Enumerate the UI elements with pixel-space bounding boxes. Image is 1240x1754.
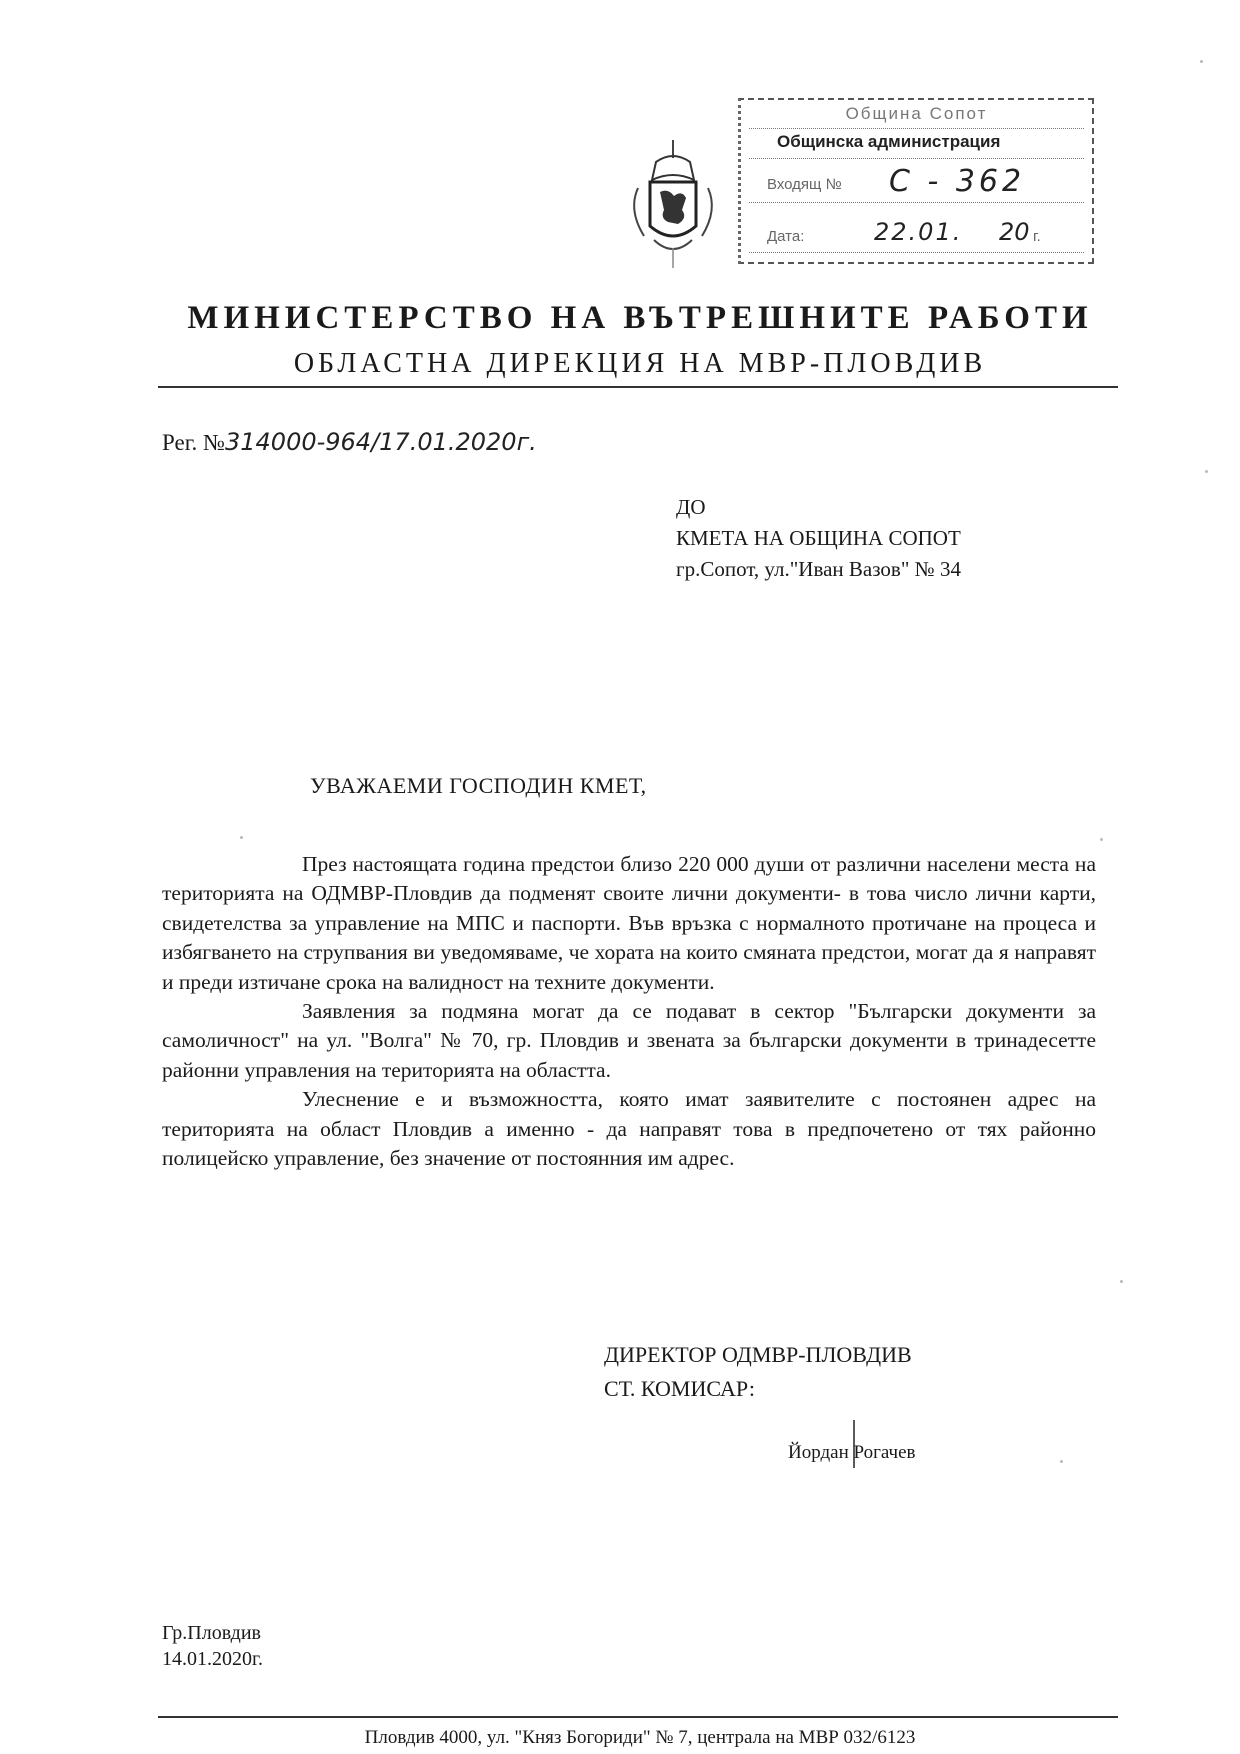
scan-speck	[240, 836, 243, 839]
addressee-name: КМЕТА НА ОБЩИНА СОПОТ	[676, 526, 961, 550]
addressee-block	[676, 492, 961, 585]
scan-speck	[1205, 470, 1208, 473]
footer-divider	[158, 1716, 1118, 1718]
stamp-incoming-number: С - 362	[889, 164, 1026, 199]
stamp-date-row	[749, 208, 1084, 253]
header-divider	[158, 386, 1118, 388]
scan-speck	[1120, 1280, 1123, 1283]
body-paragraph-3: Улеснение е и възможността, която имат заявителите с постоянен адрес на територията на област Пловдив а именно - да направят това в предпочетено от тях районно полицейско управление, без значение от постоянния им адрес.	[162, 1087, 1096, 1171]
scan-speck	[1200, 60, 1203, 63]
addressee-address: гр.Сопот, ул."Иван Вазов" № 34	[676, 557, 961, 581]
reg-label: Рег. №	[162, 430, 225, 455]
stamp-municipality: Община Сопот	[749, 104, 1084, 129]
registration-number	[162, 428, 537, 456]
stamp-year-suffix: г.	[1033, 228, 1041, 245]
scan-speck	[1100, 838, 1103, 841]
footer-address: Пловдив 4000, ул. "Княз Богориди" № 7, централа на МВР 032/6123	[364, 1727, 916, 1748]
stamp-incoming-label: Входящ №	[767, 176, 842, 193]
stamp-date-label: Дата:	[767, 228, 805, 245]
registry-stamp	[738, 98, 1094, 264]
coat-of-arms-icon	[598, 140, 748, 280]
signature-block	[604, 1338, 912, 1406]
signatory-name: Йордан Рогачев	[788, 1442, 916, 1463]
directorate-heading: ОБЛАСТНА ДИРЕКЦИЯ НА МВР-ПЛОВДИВ	[293, 348, 987, 379]
stamp-incoming-row	[749, 162, 1084, 203]
letter-body	[162, 850, 1096, 1173]
reg-value: 314000-964/17.01.2020г.	[224, 428, 537, 456]
salutation: УВАЖАЕМИ ГОСПОДИН КМЕТ,	[310, 773, 647, 798]
stamp-administration: Общинска администрация	[749, 132, 1084, 159]
signatory-title: ДИРЕКТОР ОДМВР-ПЛОВДИВ	[604, 1342, 912, 1367]
ministry-heading: МИНИСТЕРСТВО НА ВЪТРЕШНИТЕ РАБОТИ	[187, 300, 1093, 336]
stamp-year-value: 20	[999, 218, 1030, 246]
body-paragraph-2: Заявления за подмяна могат да се подават в сектор "Български документи за самоличност" на ул. "Волга" № 70, гр. Пловдив и звената за български документи в тринадесетте районни управления на територията на областта.	[162, 999, 1096, 1082]
scan-speck	[1060, 1460, 1063, 1463]
letter-date: 14.01.2020г.	[162, 1648, 263, 1670]
body-paragraph-1: През настоящата година предстои близо 220 000 души от различни населени места на територията на ОДМВР-Пловдив да подменят своите лични документи- в това число лични карти, свидетелства за управление на МПС и паспорти. Във връзка с нормалното протичане на процеса и избягването на струпвания ви уведомяваме, че хората на които смяната предстои, могат да я направят и преди изтичане срока на валидност на техните документи.	[162, 852, 1096, 994]
addressee-to: ДО	[676, 495, 706, 519]
place-date-block	[162, 1620, 263, 1672]
place-city: Гр.Пловдив	[162, 1622, 261, 1644]
stamp-date-value: 22.01.	[874, 218, 963, 246]
signatory-rank: СТ. КОМИСАР:	[604, 1376, 756, 1401]
